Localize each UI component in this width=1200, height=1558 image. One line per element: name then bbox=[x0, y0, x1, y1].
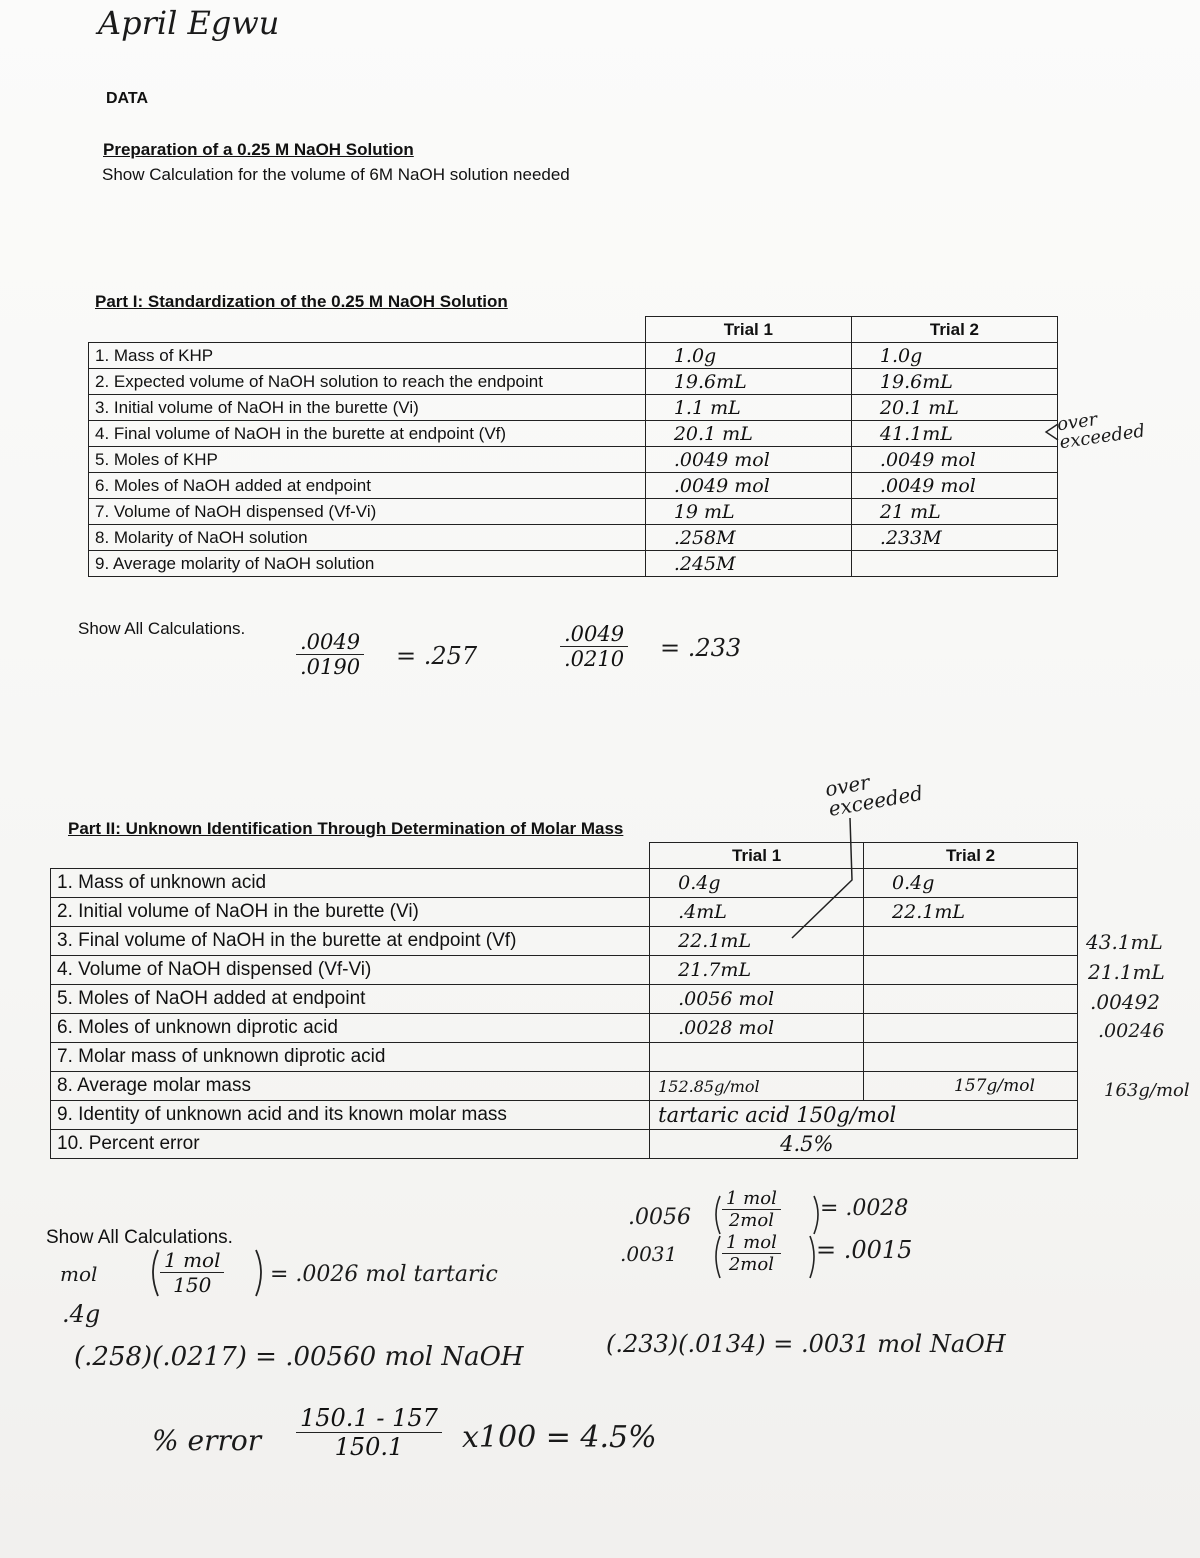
row-label: 8. Molarity of NaOH solution bbox=[89, 525, 646, 551]
paren-left-3 bbox=[716, 1236, 720, 1278]
row-label: 7. Molar mass of unknown diprotic acid bbox=[51, 1043, 650, 1072]
margin-brace bbox=[1046, 424, 1058, 440]
calc-acid2-post: = .0015 bbox=[816, 1236, 913, 1264]
percent-error-label: % error bbox=[152, 1424, 262, 1457]
trial2-value: 0.4g bbox=[864, 869, 1078, 898]
margin-final-volume: 43.1mL bbox=[1086, 930, 1163, 954]
trial1-value: 20.1 mL bbox=[645, 421, 851, 447]
part2-heading: Part II: Unknown Identification Through Determination of Molar Mass bbox=[68, 819, 624, 838]
calc1-denominator: .0190 bbox=[300, 655, 361, 679]
calc-acid2-pre: .0031 bbox=[620, 1242, 678, 1266]
trial1-value: 22.1mL bbox=[650, 927, 864, 956]
trial2-value: .233M bbox=[851, 525, 1057, 551]
row-label: 3. Initial volume of NaOH in the burette (Vi) bbox=[89, 395, 646, 421]
trial1-value: tartaric acid 150g/mol bbox=[650, 1101, 1078, 1130]
acid2-fraction-denominator: 2mol bbox=[728, 1254, 774, 1275]
row-label: 7. Volume of NaOH dispensed (Vf-Vi) bbox=[89, 499, 646, 525]
percent-error-denominator: 150.1 bbox=[334, 1433, 404, 1461]
trial2-value: 19.6mL bbox=[851, 369, 1057, 395]
calc2-numerator: .0049 bbox=[560, 622, 628, 647]
trial2-value: 1.0g bbox=[851, 343, 1057, 369]
prep-instruction: Show Calculation for the volume of 6M NaOH solution needed bbox=[102, 165, 570, 184]
row-label: 4. Volume of NaOH dispensed (Vf-Vi) bbox=[51, 956, 650, 985]
calc-tartaric-result: = .0026 mol tartaric bbox=[270, 1262, 498, 1287]
calc-acid-pre: .0056 bbox=[628, 1205, 691, 1230]
trial2-value: 157g/mol bbox=[864, 1072, 1078, 1101]
trial1-value: 0.4g bbox=[650, 869, 864, 898]
trial2-value: 41.1mL bbox=[851, 421, 1057, 447]
trial1-value: 21.7mL bbox=[650, 956, 864, 985]
calc-acid-post: = .0028 bbox=[820, 1196, 909, 1221]
trial1-value: .0049 mol bbox=[645, 473, 851, 499]
part2-note-above: over exceeded bbox=[823, 769, 925, 821]
row-label: 9. Identity of unknown acid and its known molar mass bbox=[51, 1101, 650, 1130]
row-label: 1. Mass of KHP bbox=[89, 343, 646, 369]
row-label: 6. Moles of NaOH added at endpoint bbox=[89, 473, 646, 499]
calc2-denominator: .0210 bbox=[564, 647, 625, 671]
row-label: 5. Moles of KHP bbox=[89, 447, 646, 473]
col-trial2: Trial 2 bbox=[851, 317, 1057, 343]
mol-fraction-denominator: 150 bbox=[173, 1273, 212, 1297]
row-label: 6. Moles of unknown diprotic acid bbox=[51, 1014, 650, 1043]
trial1-value: 19 mL bbox=[645, 499, 851, 525]
mol-fraction-numerator: 1 mol bbox=[160, 1248, 224, 1273]
calc-mol-left: mol bbox=[60, 1262, 98, 1286]
margin-volume-dispensed: 21.1mL bbox=[1088, 960, 1165, 984]
pointer-stroke bbox=[792, 818, 852, 938]
part1-heading: Part I: Standardization of the 0.25 M NaOH Solution bbox=[95, 292, 508, 311]
acid-fraction-denominator: 2mol bbox=[728, 1210, 774, 1231]
calc1-numerator: .0049 bbox=[296, 630, 364, 655]
trial1-value: 4.5% bbox=[650, 1130, 1078, 1159]
trial1-value: 19.6mL bbox=[645, 369, 851, 395]
percent-error-result: x100 = 4.5% bbox=[462, 1420, 657, 1455]
row-label: 3. Final volume of NaOH in the burette at endpoint (Vf) bbox=[51, 927, 650, 956]
acid2-fraction-numerator: 1 mol bbox=[722, 1232, 781, 1254]
row-label: 2. Initial volume of NaOH in the burette (Vi) bbox=[51, 898, 650, 927]
margin-moles-acid: .00246 bbox=[1098, 1020, 1165, 1042]
col-trial1: Trial 1 bbox=[645, 317, 851, 343]
calc-naoh-trial2: (.233)(.0134) = .0031 mol NaOH bbox=[606, 1330, 1006, 1358]
trial2-value: 20.1 mL bbox=[851, 395, 1057, 421]
margin-moles-naoh: .00492 bbox=[1090, 990, 1160, 1014]
col-trial2: Trial 2 bbox=[864, 843, 1078, 869]
calc-mass-sub: .4g bbox=[62, 1300, 101, 1328]
trial2-value: 22.1mL bbox=[864, 898, 1078, 927]
trial1-value: .0056 mol bbox=[650, 985, 864, 1014]
paren-right-2 bbox=[814, 1196, 818, 1234]
row-label: 4. Final volume of NaOH in the burette at endpoint (Vf) bbox=[89, 421, 646, 447]
trial1-value: 1.0g bbox=[645, 343, 851, 369]
paren-right-3 bbox=[810, 1236, 814, 1278]
row-label: 1. Mass of unknown acid bbox=[51, 869, 650, 898]
calc1-result: = .257 bbox=[396, 642, 478, 670]
paren-left-1 bbox=[153, 1250, 158, 1296]
row-label: 10. Percent error bbox=[51, 1130, 650, 1159]
trial1-value: 1.1 mL bbox=[645, 395, 851, 421]
part1-calc-label: Show All Calculations. bbox=[78, 619, 246, 638]
part2-calc-label: Show All Calculations. bbox=[46, 1227, 233, 1248]
section-title: DATA bbox=[106, 90, 149, 107]
row-label: 8. Average molar mass bbox=[51, 1072, 650, 1101]
col-trial1: Trial 1 bbox=[650, 843, 864, 869]
row-label: 2. Expected volume of NaOH solution to reach the endpoint bbox=[89, 369, 646, 395]
part1-margin-note: over exceeded bbox=[1055, 408, 1147, 454]
calc2-result: = .233 bbox=[660, 634, 742, 662]
trial2-value: .0049 mol bbox=[851, 473, 1057, 499]
student-name: April Egwu bbox=[98, 4, 280, 42]
margin-molar-mass: 163g/mol bbox=[1104, 1080, 1190, 1101]
trial1-value: .245M bbox=[645, 551, 851, 577]
paren-left-2 bbox=[716, 1196, 720, 1234]
trial1-value: .4mL bbox=[650, 898, 864, 927]
prep-heading: Preparation of a 0.25 M NaOH Solution bbox=[103, 140, 414, 159]
paren-right-1 bbox=[256, 1250, 261, 1296]
trial1-value: .0049 mol bbox=[645, 447, 851, 473]
trial1-value: .0028 mol bbox=[650, 1014, 864, 1043]
row-label: 9. Average molarity of NaOH solution bbox=[89, 551, 646, 577]
trial2-value: 21 mL bbox=[851, 499, 1057, 525]
calc-naoh-trial1: (.258)(.0217) = .00560 mol NaOH bbox=[74, 1342, 524, 1372]
trial1-value: 152.85g/mol bbox=[650, 1072, 864, 1101]
row-label: 5. Moles of NaOH added at endpoint bbox=[51, 985, 650, 1014]
acid-fraction-numerator: 1 mol bbox=[722, 1188, 781, 1210]
percent-error-numerator: 150.1 - 157 bbox=[296, 1404, 442, 1433]
trial1-value: .258M bbox=[645, 525, 851, 551]
trial2-value: .0049 mol bbox=[851, 447, 1057, 473]
